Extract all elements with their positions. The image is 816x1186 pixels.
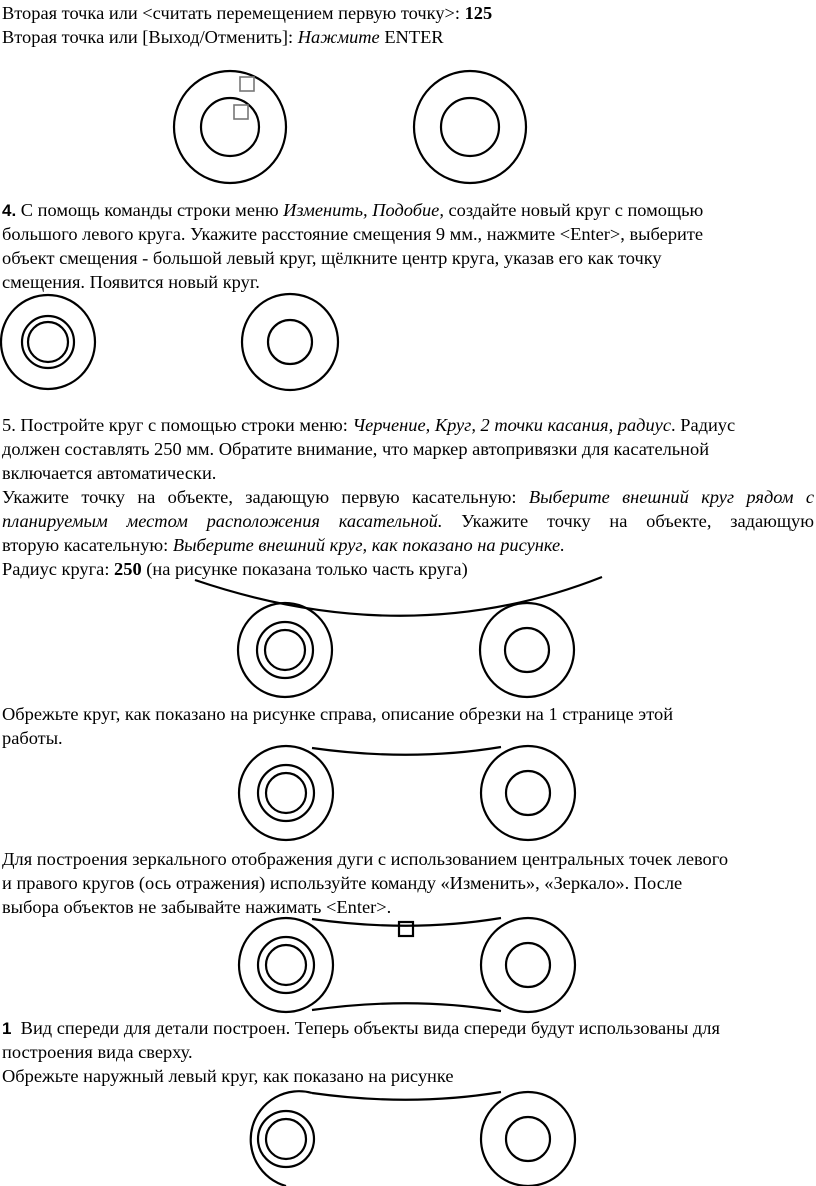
prev-step-value: 125 [464, 3, 493, 23]
final-number: 1 [2, 1019, 12, 1038]
step5-line-4: Укажите точку на объекте, задающую первую касательную: Выберите внешний круг рядом с [2, 487, 814, 507]
mirror-line-2: и правого кругов (ось отражения) используйте команду «Изменить», «Зеркало». После [2, 873, 683, 893]
fig2-left-outer-circle [1, 295, 95, 389]
fig4-left-inner-circle [266, 773, 306, 813]
grip-marker-icon [240, 77, 254, 91]
trim-line-1: Обрежьте круг, как показано на рисунке справа, описание обрезки на 1 странице этой [2, 704, 674, 724]
step4-number: 4. [2, 201, 17, 220]
final-line-2: построения вида сверху. [2, 1042, 193, 1062]
step4-line-2: большого левого круга. Укажите расстояние смещения 9 мм., нажмите <Enter>, выберите [2, 224, 704, 244]
fig5-left-outer-circle [239, 918, 333, 1012]
fig2-left-offset-circle [22, 316, 74, 368]
fig4-right-outer-circle [481, 746, 575, 840]
fig2-right-inner-circle [268, 320, 312, 364]
step5-line-7: Радиус круга: 250 (на рисунке показана только часть круга) [2, 559, 468, 579]
final-line-3: Обрежьте наружный левый круг, как показано на рисунке [2, 1066, 454, 1086]
fig2-right-outer-circle [242, 294, 338, 390]
figure-3 [195, 577, 602, 697]
step5-line-5: планируемым местом расположения касательной. Укажите точку на объекте, задающую [2, 511, 814, 531]
step5-line-2: должен составлять 250 мм. Обратите внимание, что маркер автопривязки для касательной [2, 439, 710, 459]
fig1-right-inner-circle [441, 98, 499, 156]
selection-marker-icon [399, 922, 413, 936]
figure-1 [174, 71, 526, 183]
figure-2 [1, 294, 338, 390]
figure-6 [251, 1091, 575, 1186]
figure-5 [239, 918, 575, 1012]
fig6-left-trimmed-arc [251, 1091, 312, 1186]
fig6-right-inner-circle [506, 1117, 550, 1161]
fig3-left-outer-circle [238, 603, 332, 697]
fig1-left-outer-circle [174, 71, 286, 183]
fig5-right-inner-circle [506, 943, 550, 987]
mirror-line-1: Для построения зеркального отображения дуги с использованием центральных точек левого [2, 849, 729, 869]
fig3-right-outer-circle [480, 603, 574, 697]
fig2-left-inner-circle [28, 322, 68, 362]
step5-line-6: вторую касательную: Выберите внешний круг, как показано на рисунке. [2, 535, 565, 555]
step4-line-3: объект смещения - большой левый круг, щёлкните центр круга, указав его как точку [2, 248, 662, 268]
prev-step-line-2: Вторая точка или [Выход/Отменить]: Нажмите ENTER [2, 27, 444, 47]
fig4-trimmed-arc [312, 747, 501, 755]
prev-step-line-1: Вторая точка или <считать перемещением первую точку>: 125 [2, 3, 493, 23]
fig1-left-inner-circle [201, 98, 259, 156]
trim-line-2: работы. [2, 728, 63, 748]
final-line-1: 1 Вид спереди для детали построен. Теперь объекты вида спереди будут использованы для [2, 1018, 720, 1038]
fig6-left-inner-circle [266, 1119, 306, 1159]
fig3-left-inner-circle [265, 630, 305, 670]
step5-line-3: включается автоматически. [2, 463, 217, 483]
fig6-top-arc [312, 1092, 501, 1100]
fig5-left-inner-circle [266, 945, 306, 985]
fig1-right-outer-circle [414, 71, 526, 183]
fig3-right-inner-circle [505, 628, 549, 672]
step5-line-1: 5. Постройте круг с помощью строки меню: Черчение, Круг, 2 точки касания, радиус. Радиус [2, 415, 736, 435]
fig5-mirrored-arc [312, 1003, 501, 1011]
fig4-right-inner-circle [506, 771, 550, 815]
fig3-tangent-arc [195, 577, 602, 616]
step4-line-4: смещения. Появится новый круг. [2, 272, 260, 292]
mirror-line-3: выбора объектов не забывайте нажимать <Enter>. [2, 897, 392, 917]
figure-4 [239, 746, 575, 840]
radius-value: 250 [114, 559, 142, 579]
fig6-right-outer-circle [481, 1092, 575, 1186]
fig5-right-outer-circle [481, 918, 575, 1012]
step4-line-1: 4. С помощь команды строки меню Изменить, Подобие, создайте новый круг с помощью [2, 200, 704, 220]
grip-marker-icon [234, 105, 248, 119]
fig4-left-outer-circle [239, 746, 333, 840]
